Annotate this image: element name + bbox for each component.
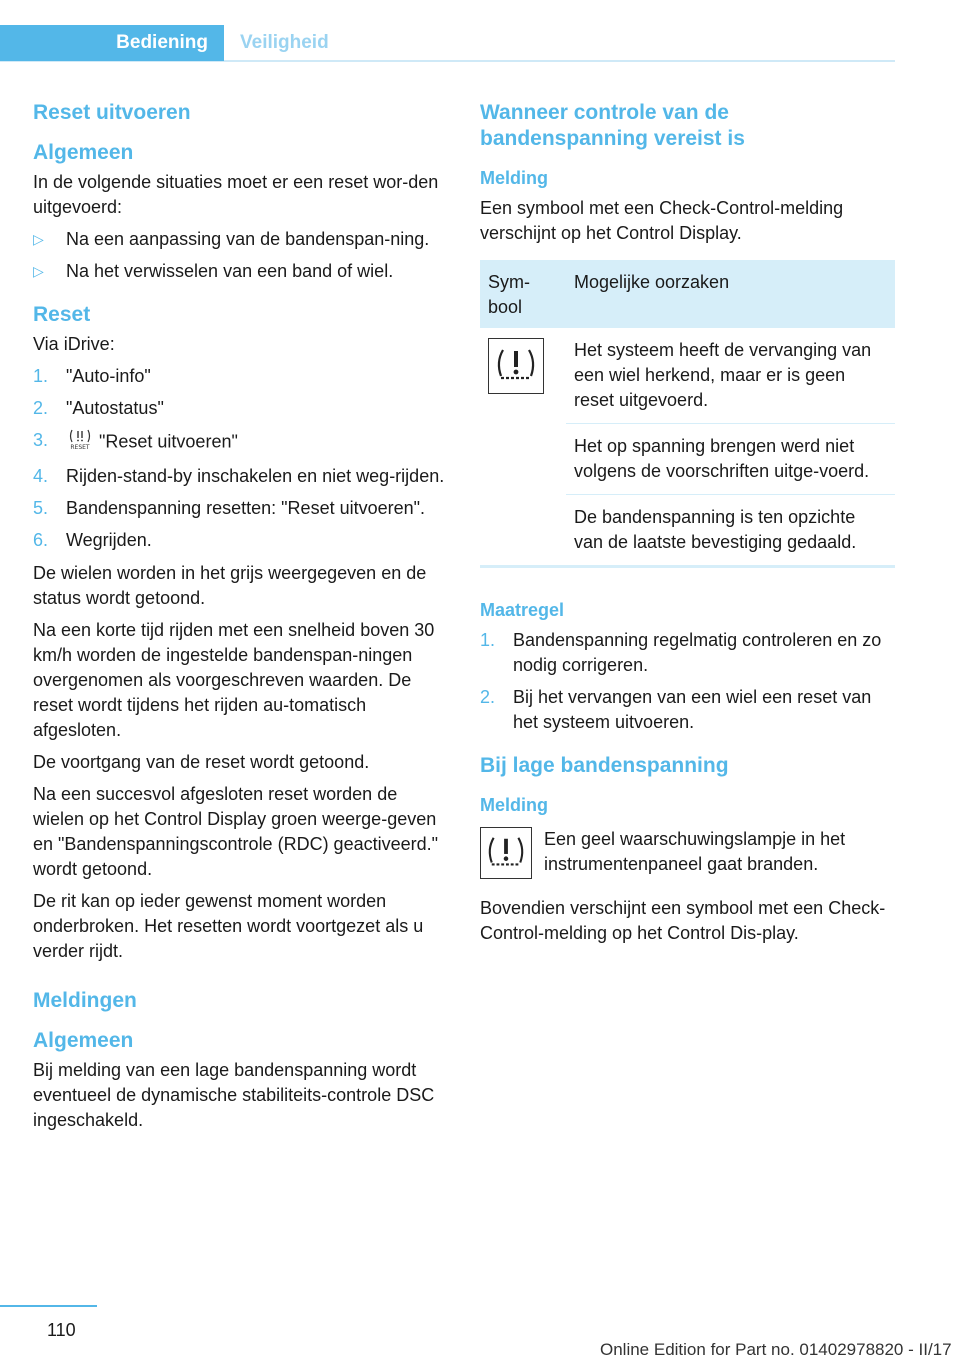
- list-item: 5. Bandenspanning resetten: "Reset uitvoeren".: [33, 498, 426, 518]
- list-item: ▷ Na het verwisselen van een band of wiel.: [33, 259, 451, 284]
- tire-pressure-warning-icon: [480, 827, 532, 879]
- section-title-lage: Bij lage bandenspanning: [480, 754, 729, 777]
- maatregel-steps: [480, 628, 895, 735]
- reset-via: Via iDrive:: [33, 334, 115, 354]
- list-item: ▷ Na een aanpassing van de bandenspan-ning.: [33, 227, 451, 252]
- table-cell: Het systeem heeft de vervanging van een wiel herkend, maar er is geen reset uitgevoerd.: [566, 328, 895, 424]
- triangle-right-icon: ▷: [33, 263, 44, 279]
- heading-maatregel: Maatregel: [480, 600, 565, 620]
- page-header: [0, 25, 895, 61]
- lage-text: Bovendien verschijnt een symbool met een Check-Control-melding op het Control Dis-play.: [480, 898, 886, 943]
- algemeen-bullets: [33, 227, 451, 284]
- list-item: 3. RESET "Reset uitvoeren": [33, 428, 451, 457]
- left-column: [33, 100, 451, 1140]
- heading-algemeen: Algemeen: [33, 141, 134, 164]
- edition-footer: Online Edition for Part no. 01402978820 - II/17: [600, 1340, 952, 1359]
- paragraph: Na een korte tijd rijden met een snelheid boven 30 km/h worden de ingestelde bandenspan-ningen overgenomen als voorgeschreven waarden. De reset wordt tijdens het rijden au-tomatisch afgesloten.: [33, 620, 435, 740]
- section-title-meldingen: Meldingen: [33, 989, 137, 1012]
- list-item: 6. Wegrijden.: [33, 530, 152, 550]
- paragraph: De voortgang van de reset wordt getoond.: [33, 752, 370, 772]
- lamp-text: Een geel waarschuwingslampje in het instrumentenpaneel gaat branden.: [544, 829, 846, 874]
- meldingen-text: Bij melding van een lage bandenspanning wordt eventueel de dynamische stabiliteits-controle DSC ingeschakeld.: [33, 1060, 435, 1130]
- table-cell: Het op spanning brengen werd niet volgens de voorschriften uitge-voerd.: [566, 424, 895, 495]
- melding-text: Een symbool met een Check-Control-melding verschijnt op het Control Display.: [480, 198, 844, 243]
- list-item: 1. Bandenspanning regelmatig controleren en zo nodig corrigeren.: [480, 630, 882, 675]
- table-cell: De bandenspanning is ten opzichte van de laatste bevestiging gedaald.: [566, 495, 895, 567]
- list-item: 2. "Autostatus": [33, 398, 164, 418]
- list-item: 2. Bij het vervangen van een wiel een reset van het systeem uitvoeren.: [480, 687, 872, 732]
- section-title-controle: Wanneer controle van de bandenspanning vereist is: [480, 101, 745, 150]
- svg-text:RESET: RESET: [70, 444, 90, 450]
- tire-pressure-warning-icon: [488, 338, 544, 394]
- paragraph: De wielen worden in het grijs weergegeven en de status wordt getoond.: [33, 563, 427, 608]
- heading-melding: Melding: [480, 168, 548, 188]
- triangle-right-icon: ▷: [33, 231, 44, 247]
- paragraph: Na een succesvol afgesloten reset worden de wielen op het Control Display groen weerge-geven en "Bandenspanningscontrole (RDC) geactiveerd." wordt getoond.: [33, 784, 439, 879]
- symbol-table: [480, 260, 895, 568]
- paragraph: De rit kan op ieder gewenst moment worden onderbroken. Het resetten wordt voortgezet als u verder rijdt.: [33, 891, 424, 961]
- heading-algemeen-meldingen: Algemeen: [33, 1029, 134, 1052]
- page-number-rule: [0, 1305, 97, 1307]
- list-item: 4. Rijden-stand-by inschakelen en niet weg-rijden.: [33, 466, 445, 486]
- table-header-row: [480, 260, 895, 328]
- section-title-reset: Reset uitvoeren: [33, 101, 191, 124]
- table-cell-symbol: [480, 328, 566, 567]
- reset-steps: [33, 364, 451, 553]
- right-column: [480, 100, 895, 953]
- tire-reset-icon: [66, 428, 94, 457]
- tab-veiligheid[interactable]: Veiligheid: [240, 32, 329, 53]
- heading-melding-lage: Melding: [480, 795, 548, 815]
- table-header-oorzaken: Mogelijke oorzaken: [566, 260, 895, 328]
- algemeen-intro: In de volgende situaties moet er een reset wor-den uitgevoerd:: [33, 172, 439, 217]
- table-header-symbool: Sym-bool: [480, 260, 566, 328]
- tab-bediening[interactable]: Bediening: [0, 25, 224, 61]
- page-number: 110: [47, 1320, 76, 1340]
- heading-reset: Reset: [33, 303, 91, 326]
- table-row: [480, 328, 895, 424]
- warning-lamp-row: [480, 827, 895, 884]
- list-item: 1. "Auto-info": [33, 366, 151, 386]
